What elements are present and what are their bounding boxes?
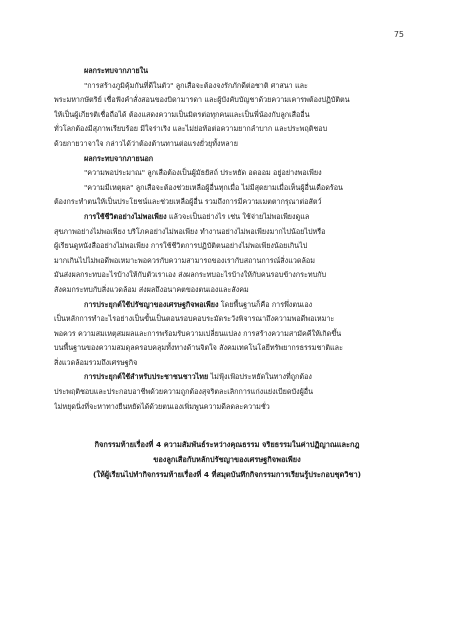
text-line	[54, 298, 400, 313]
bold-lead: การประยุกต์ใช้ปรัชญาของเศรษฐกิจพอเพียง	[84, 299, 219, 309]
paragraph-thai-citizens	[54, 370, 400, 414]
activity-title-line-2: ของลูกเสือกับหลักปรัชญาของเศรษฐกิจพอเพียง	[153, 455, 301, 465]
activity-title-line-1: กิจกรรมท้ายเรื่องที่ 4 ความสัมพันธ์ระหว่างคุณธรรม จริยธรรมในค่าปฏิญาณและกฎ	[94, 440, 360, 450]
bold-lead: การประยุกต์ใช้สำหรับประชาชนชาวไทย	[84, 372, 209, 382]
activity-instruction: (ให้ผู้เรียนไปทำกิจกรรมท้ายเรื่องที่ 4 ที่สมุดบันทึกกิจกรรมการเรียนรู้ประกอบชุดวิชา)	[92, 469, 362, 479]
text-line: ให้เป็นผู้เกียรติเชื่อถือได้ ต้องแสดงความเป็นมิตรต่อทุกคนและเป็นพี่น้องกับลูกเสืออื่น	[54, 109, 310, 119]
paragraph-reasonableness	[54, 181, 400, 210]
text-span: แล้วจะเป็นอย่างไร เช่น ใช้จ่ายไม่พอเพียงดูแล	[166, 211, 310, 221]
bold-lead: การใช้ชีวิตอย่างไม่พอเพียง	[84, 211, 167, 221]
text-line: ต้องกระทำตนให้เป็นประโยชน์และช่วยเหลือผู้อื่น รวมถึงการมีความเมตตากรุณาต่อสัตว์	[54, 197, 322, 207]
text-line: ประพฤติชอบและประกอบอาชีพด้วยความถูกต้องสุจริตละเลิกการแก่งแย่งเบียดบังผู้อื่น	[54, 387, 314, 397]
text-line: ทั่วโลกต้องมีสุภาพเรียบร้อย มีใจร่าเริง และไม่ย่อท้อต่อความยากลำบาก และประพฤติชอบ	[54, 124, 328, 134]
text-line	[54, 210, 400, 225]
text-line: สังคมกระทบกับสิ่งแวดล้อม ส่งผลถึงอนาคตของตนเองและสังคม	[54, 284, 249, 294]
text-line: ไม่หยุดนิ่งที่จะหาทางยืนหยัดได้ด้วยตนเองเพิ่มพูนความดีลดละความชั่ว	[54, 401, 270, 411]
text-line: เป็นหลักการทำอะไรอย่างเป็นขั้นเป็นตอนรอบคอบระมัดระวังพิจารณาถึงความพอดีพอเหมาะ	[54, 314, 335, 324]
paragraph-insufficient-living	[54, 210, 400, 298]
text-line: มันส่งผลกระทบอะไรบ้างให้กับตัวเราเอง ส่งผลกระทบอะไรบ้างให้กับคนรอบข้างกระทบกับ	[54, 270, 327, 280]
text-line: "ความมีเหตุผล" ลูกเสือจะต้องช่วยเหลือผู้อื่นทุกเมื่อ ไม่มีสุดยามเมื่อเห็นผู้อื่นเดือดร้อน	[84, 182, 343, 192]
text-line: พอควร ความสมเหตุสมผลและการพร้อมรับความเปลี่ยนแปลง การสร้างความสามัคคีให้เกิดขึ้น	[54, 328, 342, 338]
text-span: ไม่ฟุ้งเฟ้อประหยัดในทางที่ถูกต้อง	[208, 372, 312, 382]
section-heading-external: ผลกระทบจากภายนอก	[84, 153, 154, 163]
text-span: โดยพื้นฐานก็คือ การพึ่งตนเอง	[218, 299, 313, 309]
section-heading-internal: ผลกระทบจากภายใน	[84, 66, 148, 75]
paragraph-applying-philosophy	[54, 298, 400, 371]
text-line	[54, 370, 400, 385]
paragraph-moderation	[54, 166, 400, 181]
text-line: ผู้เรียนดูหนังสืออย่างไม่พอเพียง การใช้ชีวิตการปฏิบัติตนอย่างไม่พอเพียงน้อยเกินไป	[54, 241, 308, 251]
text-line: "การสร้างภูมิคุ้มกันที่ดีในตัว" ลูกเสือจะต้องจงรักภักดีต่อชาติ ศาสนา และ	[84, 80, 308, 90]
text-line: "ความพอประมาณ" ลูกเสือต้องเป็นผู้มัธยัสถ์ ประหยัด อดออม อยู่อย่างพอเพียง	[84, 168, 322, 178]
text-line: สิ่งแวดล้อมรวมถึงเศรษฐกิจ	[54, 357, 138, 367]
activity-box	[54, 438, 400, 482]
text-line: ด้วยกายวาจาใจ กล่าวได้ว่าต้องต้านทานต่อแรงยั่วยุทั้งหลาย	[54, 138, 238, 148]
page-number: 75	[393, 30, 404, 39]
section-divider	[54, 414, 400, 428]
document-body	[54, 64, 400, 483]
text-line: พระมหากษัตริย์ เชื่อฟังคำสั่งสอนของบิดามารดา และผู้บังคับบัญชาด้วยความเคารพต้องปฏิบัติตน	[54, 95, 350, 105]
paragraph-immunity	[54, 79, 400, 152]
text-line: มากเกินไปไม่พอดีพอเหมาะพอควรกับความสามารถของเรากับสถานการณ์สิ่งแวดล้อม	[54, 255, 315, 265]
text-line: บนพื้นฐานของความสมดุลครอบคลุมทั้งทางด้านจิตใจ สังคมเทคโนโลยีทรัพยากรธรรมชาติและ	[54, 343, 343, 353]
text-line: สุขภาพอย่างไม่พอเพียง บริโภคอย่างไม่พอเพียง ทำงานอย่างไม่พอเพียงมากไปน้อยไปหรือ	[54, 226, 326, 236]
